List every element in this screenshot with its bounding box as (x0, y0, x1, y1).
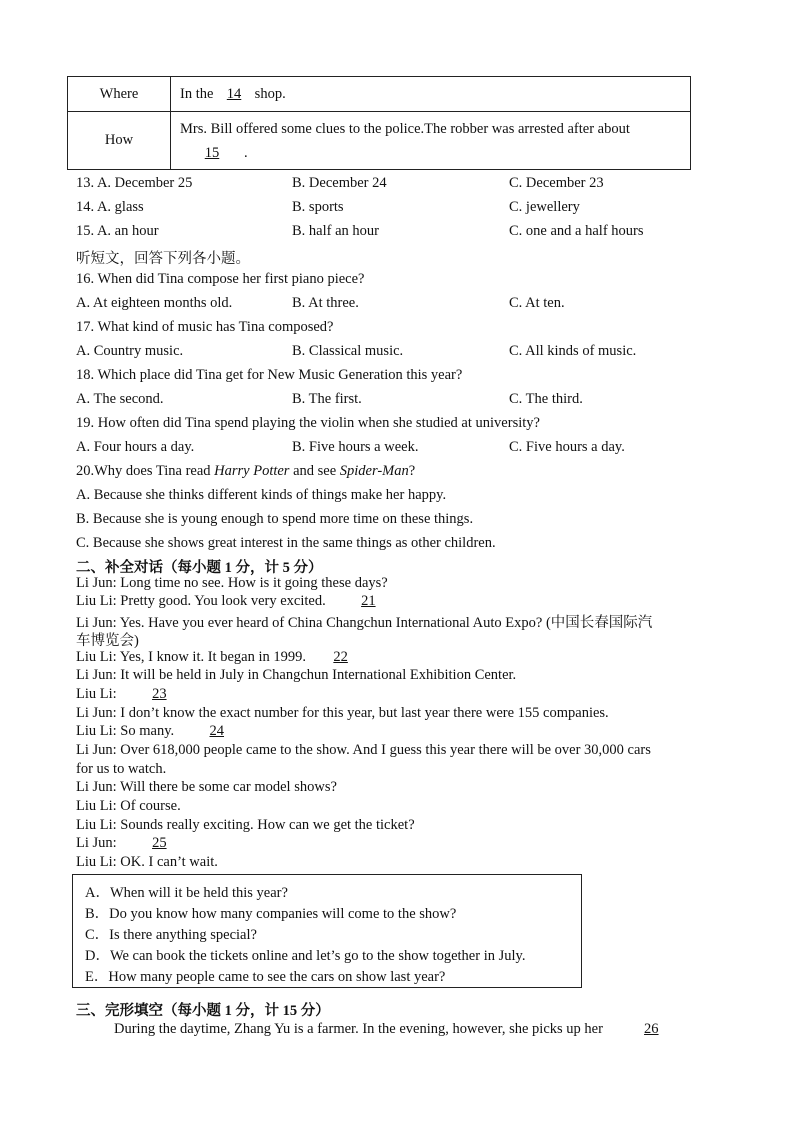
dialog-line: Liu Li: Sounds really exciting. How can we get the ticket? (76, 817, 415, 833)
how-text: Mrs. Bill offered some clues to the police.The robber was arrested after about (180, 120, 630, 137)
dialog-line: Li Jun: It will be held in July in Changchun International Exhibition Center. (76, 667, 517, 683)
q17-b: B. Classical music. (292, 343, 404, 359)
dialog-line: Li Jun: Yes. Have you ever heard of China Changchun International Auto Expo? (中国长春国际汽 (76, 615, 653, 631)
q18-stem: 18. Which place did Tina get for New Music Generation this year? (76, 367, 463, 383)
part3-title: 三、完形填空（每小题 1 分，计 15 分） (76, 1003, 330, 1019)
options-box (72, 874, 582, 988)
q19-b: B. Five hours a week. (292, 439, 419, 455)
dialog-line: Liu Li: Pretty good. You look very excited. 21 (76, 593, 407, 610)
option-e: E．How many people came to see the cars on show last year? (85, 969, 446, 985)
q20-c: C. Because she shows great interest in the same things as other children. (76, 535, 496, 551)
part2-title: 二、补全对话（每小题 1 分，计 5 分） (76, 560, 323, 576)
q14-b: B. sports (292, 199, 344, 215)
blank-21: 21 (361, 593, 376, 609)
q20-b: B. Because she is young enough to spend more time on these things. (76, 511, 474, 527)
option-b: B．Do you know how many companies will come to the show? (85, 906, 457, 922)
option-c: C．Is there anything special? (85, 927, 257, 943)
q19-c: C. Five hours a day. (509, 439, 625, 455)
q13-b: B. December 24 (292, 175, 387, 191)
q15-a: 15. A. an hour (76, 223, 159, 239)
dialog-line: Liu Li: OK. I can’t wait. (76, 854, 218, 870)
dialog-line: Li Jun: 25 (76, 835, 198, 852)
q15-b: B. half an hour (292, 223, 379, 239)
option-a: A．When will it be held this year? (85, 885, 288, 901)
q17-a: A. Country music. (76, 343, 184, 359)
dialog-line: 车博览会) (76, 633, 139, 649)
row-label-how: How (68, 112, 171, 170)
table-row (68, 77, 691, 112)
q16-stem: 16. When did Tina compose her first piano piece? (76, 271, 365, 287)
part3-text: During the daytime, Zhang Yu is a farmer. In the evening, however, she picks up her 26 (114, 1021, 659, 1037)
dialog-line: Liu Li: Of course. (76, 798, 181, 814)
q20-a: A. Because she thinks different kinds of things make her happy. (76, 487, 447, 503)
dialog-line: Liu Li: 23 (76, 686, 198, 703)
blank-23: 23 (152, 686, 167, 702)
blank-24: 24 (209, 723, 225, 739)
q13-c: C. December 23 (509, 175, 604, 191)
q14-a: 14. A. glass (76, 199, 144, 215)
blank-14: 14 (226, 85, 242, 102)
q16-b: B. At three. (292, 295, 359, 311)
q14-c: C. jewellery (509, 199, 580, 215)
q18-c: C. The third. (509, 391, 583, 407)
row-label-where: Where (68, 77, 171, 112)
q19-stem: 19. How often did Tina spend playing the violin when she studied at university? (76, 415, 540, 431)
q16-c: C. At ten. (509, 295, 565, 311)
q17-stem: 17. What kind of music has Tina composed? (76, 319, 334, 335)
dialog-line: Liu Li: Yes, I know it. It began in 1999. 22 (76, 649, 372, 666)
q20-stem: 20.Why does Tina read Harry Potter and see Spider-Man? (76, 463, 416, 479)
dialog-line: Li Jun: Will there be some car model shows? (76, 779, 337, 795)
blank-22: 22 (333, 649, 348, 665)
row-value-where: In the 14 shop. (171, 77, 691, 112)
info-table (67, 76, 691, 170)
q16-a: A. At eighteen months old. (76, 295, 233, 311)
blank-15: 15 (204, 144, 220, 161)
how-text-2: 15 . (180, 141, 690, 165)
table-row (68, 112, 691, 170)
dialog-line: Li Jun: Long time no see. How is it going these days? (76, 575, 388, 591)
q17-c: C. All kinds of music. (509, 343, 637, 359)
dialog-line: Liu Li: So many. 24 (76, 723, 256, 740)
option-d: D．We can book the tickets online and let’s go to the show together in July. (85, 948, 526, 964)
dialog-line: Li Jun: I don’t know the exact number for this year, but last year there were 155 companies. (76, 705, 609, 721)
blank-26: 26 (644, 1021, 659, 1037)
dialog-line: Li Jun: Over 618,000 people came to the show. And I guess this year there will be over 30,000 cars (76, 742, 651, 758)
q13-a: 13. A. December 25 (76, 175, 193, 191)
q18-a: A. The second. (76, 391, 164, 407)
section-note: 听短文，回答下列各小题。 (76, 251, 250, 267)
q18-b: B. The first. (292, 391, 362, 407)
row-value-how (171, 112, 691, 170)
q19-a: A. Four hours a day. (76, 439, 195, 455)
q15-c: C. one and a half hours (509, 223, 644, 239)
blank-25: 25 (152, 835, 167, 851)
dialog-line: for us to watch. (76, 761, 167, 777)
